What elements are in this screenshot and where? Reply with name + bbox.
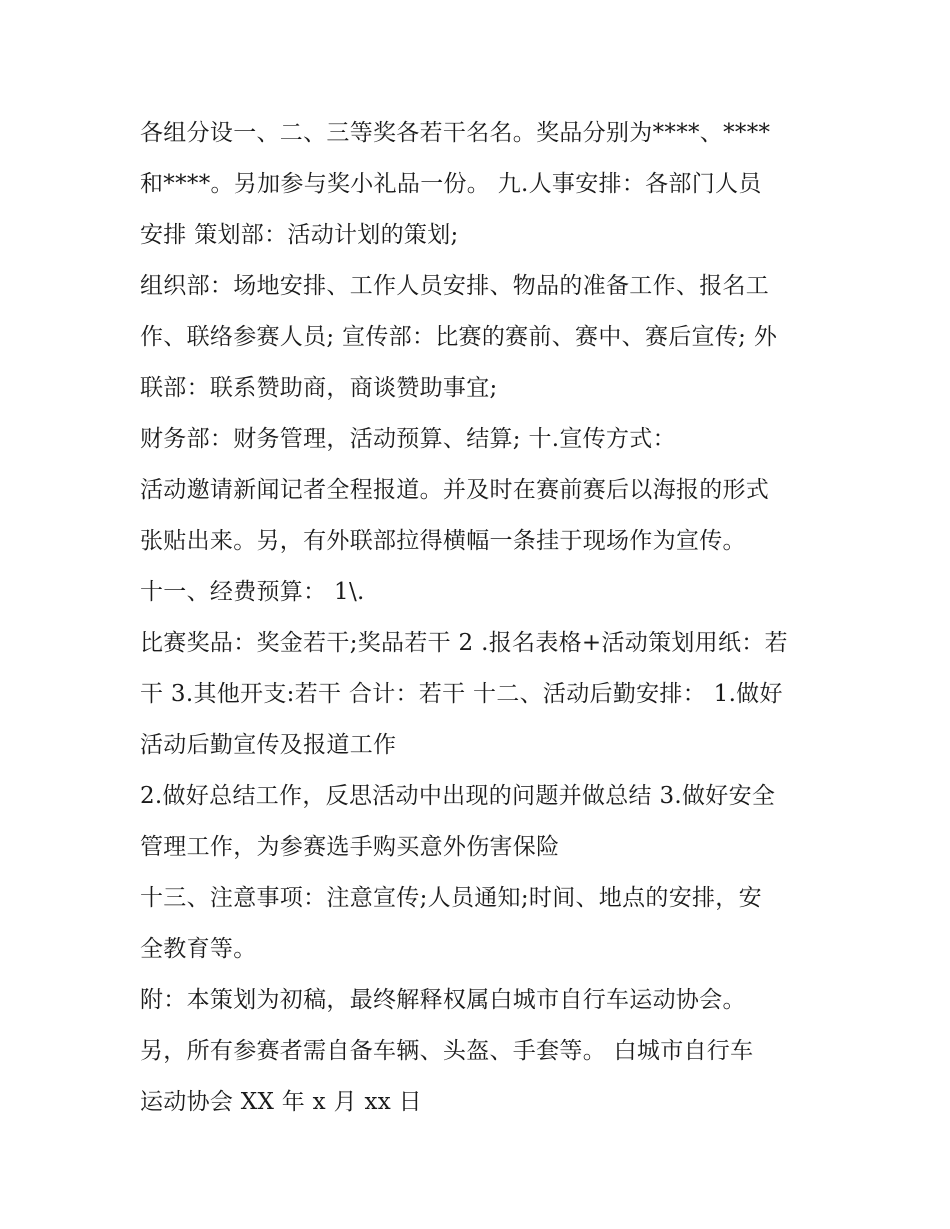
text-line: 比赛奖品：奖金若干;奖品若干 2 .报名表格+活动策划用纸：若	[140, 630, 788, 656]
text-line: 活动邀请新闻记者全程报道。并及时在赛前赛后以海报的形式	[140, 477, 770, 503]
text-line: 活动后勤宣传及报道工作	[140, 732, 397, 758]
text-line: 各组分设一、二、三等奖各若干名名。奖品分别为****、****	[140, 120, 771, 146]
text-line: 安排 策划部：活动计划的策划;	[140, 222, 459, 248]
text-line: 2.做好总结工作，反思活动中出现的问题并做总结 3.做好安全	[140, 783, 776, 809]
text-line: 联部：联系赞助商，商谈赞助事宜;	[140, 375, 498, 401]
text-line: 张贴出来。另，有外联部拉得横幅一条挂于现场作为宣传。	[140, 528, 746, 554]
text-line: 作、联络参赛人员; 宣传部：比赛的赛前、赛中、赛后宣传; 外	[140, 324, 778, 350]
text-line: 十三、注意事项：注意宣传;人员通知;时间、地点的安排，安	[140, 885, 762, 911]
text-line: 组织部：场地安排、工作人员安排、物品的准备工作、报名工	[140, 273, 770, 299]
text-line: 管理工作，为参赛选手购买意外伤害保险	[140, 834, 560, 860]
text-line: 运动协会 XX 年 x 月 xx 日	[140, 1089, 422, 1115]
text-line: 另，所有参赛者需自备车辆、头盔、手套等。 白城市自行车	[140, 1038, 754, 1064]
text-line: 和****。另加参与奖小礼品一份。 九.人事安排：各部门人员	[140, 171, 762, 197]
text-line: 十一、经费预算： 1\.	[140, 579, 365, 605]
text-line: 干 3.其他开支:若干 合计：若干 十二、活动后勤安排： 1.做好	[140, 681, 783, 707]
text-line: 附：本策划为初稿，最终解释权属白城市自行车运动协会。	[140, 987, 746, 1013]
text-line: 财务部：财务管理，活动预算、结算; 十.宣传方式：	[140, 426, 676, 452]
text-line: 全教育等。	[140, 936, 257, 962]
document-body	[140, 108, 820, 1128]
